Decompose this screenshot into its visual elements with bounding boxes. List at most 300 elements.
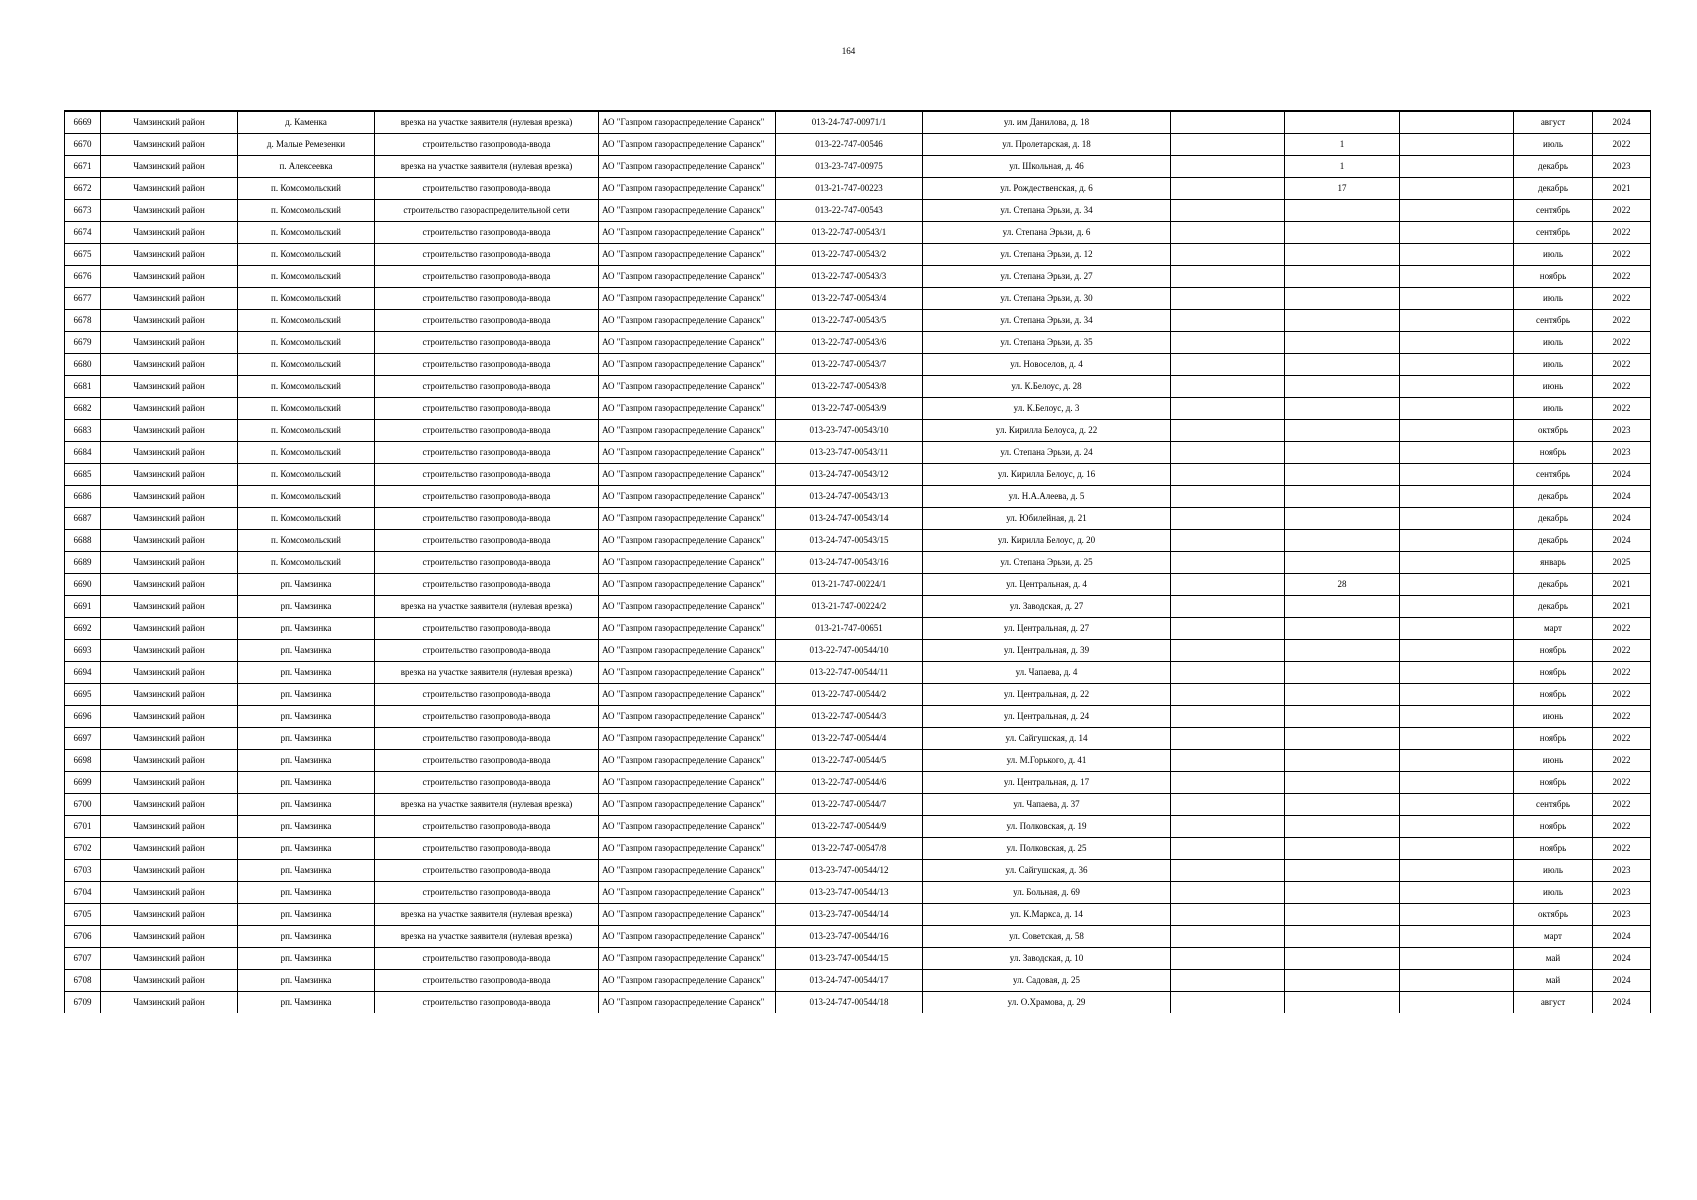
count-cell xyxy=(1285,111,1400,133)
district-cell: Чамзинский район xyxy=(101,485,238,507)
district-cell: Чамзинский район xyxy=(101,925,238,947)
count-cell: 1 xyxy=(1285,155,1400,177)
application-code-cell: 013-22-747-00543/1 xyxy=(776,221,923,243)
month-cell: декабрь xyxy=(1514,177,1593,199)
empty-cell-2 xyxy=(1400,551,1514,573)
district-cell: Чамзинский район xyxy=(101,991,238,1013)
work-type-cell: врезка на участке заявителя (нулевая врезка) xyxy=(375,661,599,683)
district-cell: Чамзинский район xyxy=(101,419,238,441)
settlement-cell: рп. Чамзинка xyxy=(238,969,375,991)
settlement-cell: рп. Чамзинка xyxy=(238,793,375,815)
empty-cell-2 xyxy=(1400,727,1514,749)
application-code-cell: 013-22-747-00544/4 xyxy=(776,727,923,749)
application-code-cell: 013-24-747-00543/16 xyxy=(776,551,923,573)
count-cell xyxy=(1285,353,1400,375)
district-cell: Чамзинский район xyxy=(101,265,238,287)
application-code-cell: 013-22-747-00547/8 xyxy=(776,837,923,859)
row-number: 6675 xyxy=(65,243,101,265)
year-cell: 2022 xyxy=(1593,639,1651,661)
organization-cell: АО "Газпром газораспределение Саранск" xyxy=(599,617,776,639)
row-number: 6670 xyxy=(65,133,101,155)
work-type-cell: строительство газопровода-ввода xyxy=(375,375,599,397)
empty-cell-1 xyxy=(1171,793,1285,815)
year-cell: 2022 xyxy=(1593,287,1651,309)
district-cell: Чамзинский район xyxy=(101,243,238,265)
application-code-cell: 013-23-747-00544/15 xyxy=(776,947,923,969)
work-type-cell: строительство газопровода-ввода xyxy=(375,705,599,727)
year-cell: 2022 xyxy=(1593,331,1651,353)
address-cell: ул. Центральная, д. 17 xyxy=(923,771,1171,793)
count-cell xyxy=(1285,947,1400,969)
application-code-cell: 013-22-747-00544/2 xyxy=(776,683,923,705)
table-row xyxy=(65,969,1651,991)
district-cell: Чамзинский район xyxy=(101,155,238,177)
district-cell: Чамзинский район xyxy=(101,903,238,925)
month-cell: декабрь xyxy=(1514,155,1593,177)
settlement-cell: рп. Чамзинка xyxy=(238,991,375,1013)
organization-cell: АО "Газпром газораспределение Саранск" xyxy=(599,463,776,485)
row-number: 6686 xyxy=(65,485,101,507)
settlement-cell: д. Каменка xyxy=(238,111,375,133)
work-type-cell: строительство газопровода-ввода xyxy=(375,529,599,551)
empty-cell-2 xyxy=(1400,309,1514,331)
year-cell: 2024 xyxy=(1593,969,1651,991)
organization-cell: АО "Газпром газораспределение Саранск" xyxy=(599,111,776,133)
address-cell: ул. К.Белоус, д. 28 xyxy=(923,375,1171,397)
month-cell: июль xyxy=(1514,397,1593,419)
empty-cell-1 xyxy=(1171,991,1285,1013)
district-cell: Чамзинский район xyxy=(101,111,238,133)
row-number: 6697 xyxy=(65,727,101,749)
empty-cell-1 xyxy=(1171,815,1285,837)
address-cell: ул. Сайгушская, д. 36 xyxy=(923,859,1171,881)
table-row xyxy=(65,793,1651,815)
year-cell: 2022 xyxy=(1593,133,1651,155)
address-cell: ул. Кирилла Белоус, д. 20 xyxy=(923,529,1171,551)
count-cell: 28 xyxy=(1285,573,1400,595)
row-number: 6708 xyxy=(65,969,101,991)
row-number: 6699 xyxy=(65,771,101,793)
month-cell: сентябрь xyxy=(1514,221,1593,243)
address-cell: ул. М.Горького, д. 41 xyxy=(923,749,1171,771)
address-cell: ул. Рождественская, д. 6 xyxy=(923,177,1171,199)
table-row xyxy=(65,991,1651,1013)
row-number: 6669 xyxy=(65,111,101,133)
work-type-cell: строительство газопровода-ввода xyxy=(375,485,599,507)
empty-cell-2 xyxy=(1400,639,1514,661)
organization-cell: АО "Газпром газораспределение Саранск" xyxy=(599,221,776,243)
month-cell: ноябрь xyxy=(1514,265,1593,287)
row-number: 6677 xyxy=(65,287,101,309)
settlement-cell: п. Комсомольский xyxy=(238,551,375,573)
empty-cell-2 xyxy=(1400,243,1514,265)
organization-cell: АО "Газпром газораспределение Саранск" xyxy=(599,573,776,595)
year-cell: 2022 xyxy=(1593,771,1651,793)
table-row xyxy=(65,177,1651,199)
district-cell: Чамзинский район xyxy=(101,969,238,991)
address-cell: ул. Кирилла Белоуса, д. 22 xyxy=(923,419,1171,441)
application-code-cell: 013-24-747-00971/1 xyxy=(776,111,923,133)
empty-cell-2 xyxy=(1400,815,1514,837)
application-code-cell: 013-21-747-00224/1 xyxy=(776,573,923,595)
count-cell xyxy=(1285,595,1400,617)
year-cell: 2022 xyxy=(1593,265,1651,287)
empty-cell-1 xyxy=(1171,243,1285,265)
organization-cell: АО "Газпром газораспределение Саранск" xyxy=(599,859,776,881)
table-row xyxy=(65,617,1651,639)
empty-cell-1 xyxy=(1171,133,1285,155)
table-row xyxy=(65,683,1651,705)
settlement-cell: п. Комсомольский xyxy=(238,507,375,529)
count-cell xyxy=(1285,221,1400,243)
settlement-cell: рп. Чамзинка xyxy=(238,925,375,947)
row-number: 6695 xyxy=(65,683,101,705)
year-cell: 2022 xyxy=(1593,309,1651,331)
address-cell: ул. О.Храмова, д. 29 xyxy=(923,991,1171,1013)
address-cell: ул. Сайгушская, д. 14 xyxy=(923,727,1171,749)
empty-cell-2 xyxy=(1400,419,1514,441)
organization-cell: АО "Газпром газораспределение Саранск" xyxy=(599,991,776,1013)
work-type-cell: врезка на участке заявителя (нулевая врезка) xyxy=(375,925,599,947)
count-cell xyxy=(1285,881,1400,903)
settlement-cell: д. Малые Ремезенки xyxy=(238,133,375,155)
year-cell: 2021 xyxy=(1593,595,1651,617)
year-cell: 2023 xyxy=(1593,155,1651,177)
settlement-cell: рп. Чамзинка xyxy=(238,859,375,881)
year-cell: 2022 xyxy=(1593,705,1651,727)
month-cell: ноябрь xyxy=(1514,771,1593,793)
month-cell: ноябрь xyxy=(1514,815,1593,837)
row-number: 6682 xyxy=(65,397,101,419)
work-type-cell: строительство газопровода-ввода xyxy=(375,287,599,309)
application-code-cell: 013-23-747-00543/11 xyxy=(776,441,923,463)
empty-cell-1 xyxy=(1171,925,1285,947)
district-cell: Чамзинский район xyxy=(101,749,238,771)
settlement-cell: рп. Чамзинка xyxy=(238,705,375,727)
count-cell: 17 xyxy=(1285,177,1400,199)
month-cell: май xyxy=(1514,969,1593,991)
count-cell xyxy=(1285,375,1400,397)
table-row xyxy=(65,903,1651,925)
organization-cell: АО "Газпром газораспределение Саранск" xyxy=(599,727,776,749)
organization-cell: АО "Газпром газораспределение Саранск" xyxy=(599,441,776,463)
row-number: 6700 xyxy=(65,793,101,815)
count-cell xyxy=(1285,771,1400,793)
district-cell: Чамзинский район xyxy=(101,639,238,661)
row-number: 6696 xyxy=(65,705,101,727)
application-code-cell: 013-22-747-00544/6 xyxy=(776,771,923,793)
row-number: 6689 xyxy=(65,551,101,573)
count-cell xyxy=(1285,969,1400,991)
row-number: 6690 xyxy=(65,573,101,595)
address-cell: ул. Школьная, д. 46 xyxy=(923,155,1171,177)
address-cell: ул. Центральная, д. 24 xyxy=(923,705,1171,727)
settlement-cell: п. Комсомольский xyxy=(238,243,375,265)
empty-cell-2 xyxy=(1400,595,1514,617)
organization-cell: АО "Газпром газораспределение Саранск" xyxy=(599,837,776,859)
district-cell: Чамзинский район xyxy=(101,705,238,727)
application-code-cell: 013-22-747-00544/7 xyxy=(776,793,923,815)
work-type-cell: строительство газопровода-ввода xyxy=(375,397,599,419)
work-type-cell: строительство газопровода-ввода xyxy=(375,507,599,529)
table-row xyxy=(65,397,1651,419)
address-cell: ул. Чапаева, д. 4 xyxy=(923,661,1171,683)
table-row xyxy=(65,925,1651,947)
table-row xyxy=(65,595,1651,617)
organization-cell: АО "Газпром газораспределение Саранск" xyxy=(599,793,776,815)
organization-cell: АО "Газпром газораспределение Саранск" xyxy=(599,771,776,793)
empty-cell-2 xyxy=(1400,397,1514,419)
organization-cell: АО "Газпром газораспределение Саранск" xyxy=(599,309,776,331)
table-row xyxy=(65,639,1651,661)
empty-cell-2 xyxy=(1400,463,1514,485)
table-row xyxy=(65,199,1651,221)
empty-cell-1 xyxy=(1171,595,1285,617)
work-type-cell: строительство газопровода-ввода xyxy=(375,177,599,199)
address-cell: ул. Пролетарская, д. 18 xyxy=(923,133,1171,155)
settlement-cell: рп. Чамзинка xyxy=(238,639,375,661)
work-type-cell: строительство газопровода-ввода xyxy=(375,353,599,375)
application-code-cell: 013-23-747-00975 xyxy=(776,155,923,177)
year-cell: 2022 xyxy=(1593,661,1651,683)
organization-cell: АО "Газпром газораспределение Саранск" xyxy=(599,749,776,771)
year-cell: 2024 xyxy=(1593,947,1651,969)
month-cell: март xyxy=(1514,925,1593,947)
empty-cell-2 xyxy=(1400,903,1514,925)
organization-cell: АО "Газпром газораспределение Саранск" xyxy=(599,331,776,353)
count-cell xyxy=(1285,551,1400,573)
empty-cell-1 xyxy=(1171,749,1285,771)
count-cell xyxy=(1285,837,1400,859)
empty-cell-1 xyxy=(1171,287,1285,309)
year-cell: 2022 xyxy=(1593,749,1651,771)
district-cell: Чамзинский район xyxy=(101,177,238,199)
count-cell xyxy=(1285,265,1400,287)
empty-cell-1 xyxy=(1171,661,1285,683)
table-row xyxy=(65,529,1651,551)
empty-cell-2 xyxy=(1400,221,1514,243)
application-code-cell: 013-22-747-00543/2 xyxy=(776,243,923,265)
settlement-cell: рп. Чамзинка xyxy=(238,881,375,903)
row-number: 6680 xyxy=(65,353,101,375)
table-row xyxy=(65,133,1651,155)
application-code-cell: 013-24-747-00543/12 xyxy=(776,463,923,485)
empty-cell-1 xyxy=(1171,309,1285,331)
district-cell: Чамзинский район xyxy=(101,199,238,221)
row-number: 6671 xyxy=(65,155,101,177)
month-cell: ноябрь xyxy=(1514,441,1593,463)
settlement-cell: п. Комсомольский xyxy=(238,287,375,309)
work-type-cell: строительство газопровода-ввода xyxy=(375,771,599,793)
empty-cell-2 xyxy=(1400,177,1514,199)
empty-cell-1 xyxy=(1171,617,1285,639)
row-number: 6684 xyxy=(65,441,101,463)
empty-cell-1 xyxy=(1171,683,1285,705)
table-row xyxy=(65,727,1651,749)
empty-cell-2 xyxy=(1400,991,1514,1013)
row-number: 6683 xyxy=(65,419,101,441)
settlement-cell: рп. Чамзинка xyxy=(238,903,375,925)
empty-cell-2 xyxy=(1400,771,1514,793)
application-code-cell: 013-21-747-00224/2 xyxy=(776,595,923,617)
empty-cell-1 xyxy=(1171,859,1285,881)
row-number: 6693 xyxy=(65,639,101,661)
empty-cell-1 xyxy=(1171,639,1285,661)
empty-cell-2 xyxy=(1400,375,1514,397)
table-row xyxy=(65,507,1651,529)
table-row xyxy=(65,815,1651,837)
organization-cell: АО "Газпром газораспределение Саранск" xyxy=(599,925,776,947)
settlement-cell: рп. Чамзинка xyxy=(238,573,375,595)
organization-cell: АО "Газпром газораспределение Саранск" xyxy=(599,397,776,419)
year-cell: 2022 xyxy=(1593,727,1651,749)
year-cell: 2024 xyxy=(1593,529,1651,551)
row-number: 6706 xyxy=(65,925,101,947)
table-row xyxy=(65,309,1651,331)
year-cell: 2024 xyxy=(1593,925,1651,947)
application-code-cell: 013-22-747-00544/10 xyxy=(776,639,923,661)
settlement-cell: рп. Чамзинка xyxy=(238,595,375,617)
work-type-cell: строительство газопровода-ввода xyxy=(375,617,599,639)
count-cell xyxy=(1285,243,1400,265)
year-cell: 2022 xyxy=(1593,683,1651,705)
application-code-cell: 013-22-747-00544/9 xyxy=(776,815,923,837)
settlement-cell: п. Комсомольский xyxy=(238,485,375,507)
month-cell: январь xyxy=(1514,551,1593,573)
table-row xyxy=(65,243,1651,265)
empty-cell-1 xyxy=(1171,881,1285,903)
count-cell: 1 xyxy=(1285,133,1400,155)
work-type-cell: строительство газопровода-ввода xyxy=(375,881,599,903)
district-cell: Чамзинский район xyxy=(101,617,238,639)
application-code-cell: 013-22-747-00543/4 xyxy=(776,287,923,309)
application-code-cell: 013-24-747-00544/17 xyxy=(776,969,923,991)
organization-cell: АО "Газпром газораспределение Саранск" xyxy=(599,375,776,397)
month-cell: июнь xyxy=(1514,375,1593,397)
count-cell xyxy=(1285,617,1400,639)
work-type-cell: врезка на участке заявителя (нулевая врезка) xyxy=(375,793,599,815)
organization-cell: АО "Газпром газораспределение Саранск" xyxy=(599,199,776,221)
settlement-cell: п. Комсомольский xyxy=(238,309,375,331)
work-type-cell: строительство газопровода-ввода xyxy=(375,573,599,595)
count-cell xyxy=(1285,793,1400,815)
organization-cell: АО "Газпром газораспределение Саранск" xyxy=(599,507,776,529)
organization-cell: АО "Газпром газораспределение Саранск" xyxy=(599,683,776,705)
row-number: 6676 xyxy=(65,265,101,287)
district-cell: Чамзинский район xyxy=(101,375,238,397)
work-type-cell: строительство газопровода-ввода xyxy=(375,837,599,859)
row-number: 6681 xyxy=(65,375,101,397)
row-number: 6672 xyxy=(65,177,101,199)
empty-cell-2 xyxy=(1400,793,1514,815)
count-cell xyxy=(1285,441,1400,463)
month-cell: сентябрь xyxy=(1514,309,1593,331)
address-cell: ул. Степана Эрьзи, д. 35 xyxy=(923,331,1171,353)
settlement-cell: п. Комсомольский xyxy=(238,353,375,375)
table-row xyxy=(65,419,1651,441)
table-row xyxy=(65,947,1651,969)
empty-cell-1 xyxy=(1171,331,1285,353)
application-code-cell: 013-22-747-00543/6 xyxy=(776,331,923,353)
empty-cell-1 xyxy=(1171,771,1285,793)
empty-cell-2 xyxy=(1400,881,1514,903)
work-type-cell: врезка на участке заявителя (нулевая врезка) xyxy=(375,595,599,617)
organization-cell: АО "Газпром газораспределение Саранск" xyxy=(599,881,776,903)
table-row xyxy=(65,881,1651,903)
empty-cell-1 xyxy=(1171,397,1285,419)
count-cell xyxy=(1285,485,1400,507)
year-cell: 2023 xyxy=(1593,441,1651,463)
year-cell: 2022 xyxy=(1593,397,1651,419)
address-cell: ул. Центральная, д. 27 xyxy=(923,617,1171,639)
address-cell: ул. Советская, д. 58 xyxy=(923,925,1171,947)
empty-cell-1 xyxy=(1171,155,1285,177)
settlement-cell: п. Комсомольский xyxy=(238,375,375,397)
row-number: 6674 xyxy=(65,221,101,243)
table-row xyxy=(65,463,1651,485)
table-row xyxy=(65,111,1651,133)
settlement-cell: п. Комсомольский xyxy=(238,331,375,353)
table-row xyxy=(65,441,1651,463)
settlement-cell: п. Комсомольский xyxy=(238,419,375,441)
empty-cell-1 xyxy=(1171,375,1285,397)
count-cell xyxy=(1285,419,1400,441)
work-type-cell: строительство газопровода-ввода xyxy=(375,947,599,969)
row-number: 6685 xyxy=(65,463,101,485)
month-cell: сентябрь xyxy=(1514,793,1593,815)
district-cell: Чамзинский район xyxy=(101,793,238,815)
month-cell: декабрь xyxy=(1514,485,1593,507)
count-cell xyxy=(1285,507,1400,529)
table-row xyxy=(65,661,1651,683)
table-row xyxy=(65,331,1651,353)
empty-cell-2 xyxy=(1400,947,1514,969)
row-number: 6707 xyxy=(65,947,101,969)
month-cell: июнь xyxy=(1514,705,1593,727)
count-cell xyxy=(1285,727,1400,749)
table-row xyxy=(65,265,1651,287)
year-cell: 2024 xyxy=(1593,111,1651,133)
month-cell: сентябрь xyxy=(1514,463,1593,485)
count-cell xyxy=(1285,991,1400,1013)
work-type-cell: строительство газопровода-ввода xyxy=(375,309,599,331)
district-cell: Чамзинский район xyxy=(101,551,238,573)
row-number: 6702 xyxy=(65,837,101,859)
application-code-cell: 013-22-747-00544/3 xyxy=(776,705,923,727)
empty-cell-1 xyxy=(1171,221,1285,243)
row-number: 6694 xyxy=(65,661,101,683)
table-row xyxy=(65,375,1651,397)
month-cell: июль xyxy=(1514,133,1593,155)
settlement-cell: п. Комсомольский xyxy=(238,397,375,419)
address-cell: ул. Кирилла Белоус, д. 16 xyxy=(923,463,1171,485)
month-cell: июнь xyxy=(1514,749,1593,771)
year-cell: 2022 xyxy=(1593,199,1651,221)
settlement-cell: рп. Чамзинка xyxy=(238,837,375,859)
work-type-cell: строительство газопровода-ввода xyxy=(375,331,599,353)
organization-cell: АО "Газпром газораспределение Саранск" xyxy=(599,485,776,507)
row-number: 6704 xyxy=(65,881,101,903)
table-row xyxy=(65,749,1651,771)
row-number: 6703 xyxy=(65,859,101,881)
empty-cell-1 xyxy=(1171,441,1285,463)
district-cell: Чамзинский район xyxy=(101,837,238,859)
work-type-cell: строительство газопровода-ввода xyxy=(375,221,599,243)
empty-cell-1 xyxy=(1171,705,1285,727)
application-code-cell: 013-21-747-00223 xyxy=(776,177,923,199)
count-cell xyxy=(1285,199,1400,221)
address-cell: ул. Полковская, д. 25 xyxy=(923,837,1171,859)
